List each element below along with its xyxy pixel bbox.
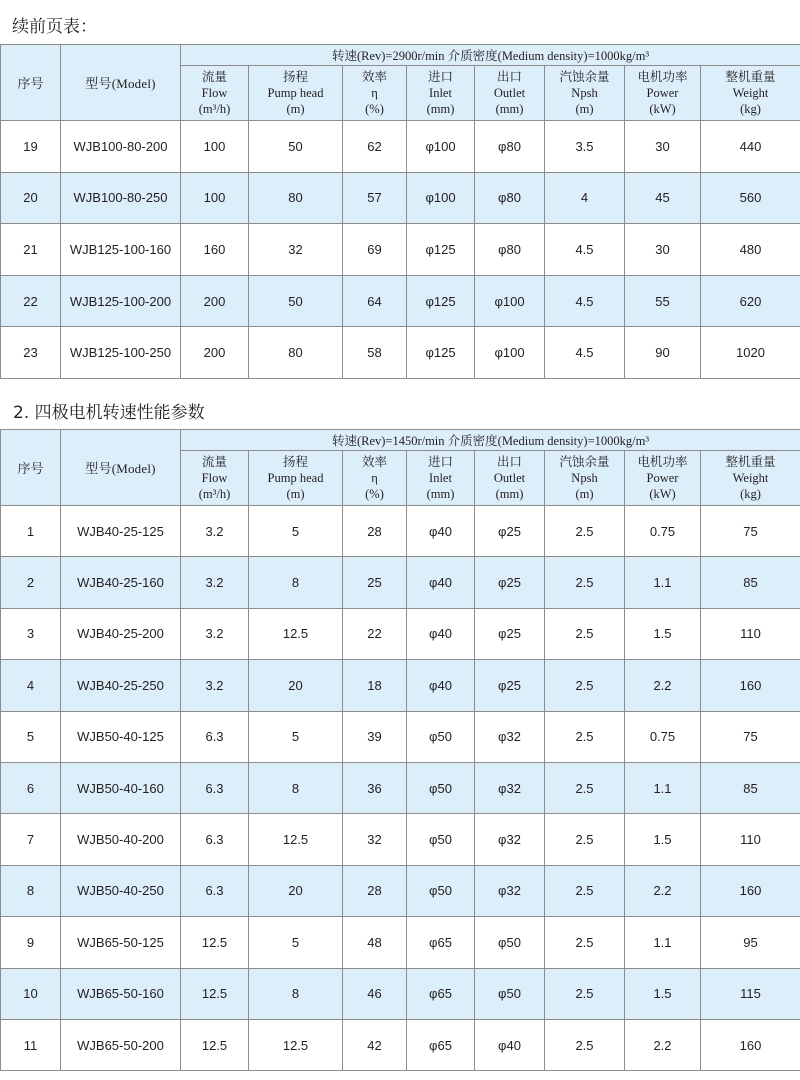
cell-flow: 3.2 — [181, 506, 249, 557]
cell-weight: 110 — [701, 814, 800, 865]
cell-efficiency: 28 — [343, 506, 407, 557]
cell-npsh: 4.5 — [545, 224, 625, 276]
cell-efficiency: 48 — [343, 917, 407, 968]
cell-power: 2.2 — [625, 865, 701, 916]
cell-outlet: φ100 — [475, 327, 545, 379]
cell-flow: 3.2 — [181, 557, 249, 608]
table-row — [1, 814, 800, 865]
cell-npsh: 2.5 — [545, 1019, 625, 1070]
cell-inlet: φ65 — [407, 917, 475, 968]
cell-inlet: φ65 — [407, 968, 475, 1019]
cell-model: WJB65-50-160 — [61, 968, 181, 1019]
col-header-model: 型号(Model) — [61, 430, 181, 506]
col-header-index: 序号 — [1, 45, 61, 121]
cell-model: WJB50-40-200 — [61, 814, 181, 865]
col-header-power: 电机功率 Power (kW) — [625, 451, 701, 506]
cell-outlet: φ25 — [475, 506, 545, 557]
cell-efficiency: 42 — [343, 1019, 407, 1070]
cell-head-value: 8 — [249, 762, 343, 813]
cell-npsh: 4 — [545, 172, 625, 224]
cell-flow: 3.2 — [181, 660, 249, 711]
cell-weight: 110 — [701, 608, 800, 659]
table-row — [1, 660, 800, 711]
col-header-flow: 流量 Flow (m³/h) — [181, 451, 249, 506]
table-row — [1, 968, 800, 1019]
cell-outlet: φ25 — [475, 660, 545, 711]
cell-head-value: 12.5 — [249, 1019, 343, 1070]
cell-head-value: 5 — [249, 506, 343, 557]
cell-head-value: 32 — [249, 224, 343, 276]
cell-head-value: 8 — [249, 968, 343, 1019]
cell-weight: 440 — [701, 121, 800, 173]
cell-inlet: φ65 — [407, 1019, 475, 1070]
cell-efficiency: 57 — [343, 172, 407, 224]
cell-npsh: 3.5 — [545, 121, 625, 173]
cell-npsh: 2.5 — [545, 762, 625, 813]
cell-outlet: φ40 — [475, 1019, 545, 1070]
cell-npsh: 2.5 — [545, 968, 625, 1019]
cell-model: WJB40-25-250 — [61, 660, 181, 711]
cell-model: WJB40-25-125 — [61, 506, 181, 557]
cell-inlet: φ50 — [407, 762, 475, 813]
cell-head-value: 50 — [249, 121, 343, 173]
cell-outlet: φ32 — [475, 865, 545, 916]
table-row — [1, 865, 800, 916]
cell-power: 30 — [625, 224, 701, 276]
cell-power: 1.1 — [625, 557, 701, 608]
cell-power: 30 — [625, 121, 701, 173]
cell-index: 21 — [1, 224, 61, 276]
cell-outlet: φ80 — [475, 121, 545, 173]
cell-weight: 160 — [701, 660, 800, 711]
cell-npsh: 4.5 — [545, 327, 625, 379]
cell-inlet: φ125 — [407, 275, 475, 327]
cell-model: WJB125-100-250 — [61, 327, 181, 379]
cell-head-value: 12.5 — [249, 814, 343, 865]
col-header-outlet: 出口 Outlet (mm) — [475, 451, 545, 506]
cell-index: 20 — [1, 172, 61, 224]
cell-outlet: φ25 — [475, 608, 545, 659]
cell-outlet: φ32 — [475, 814, 545, 865]
cell-model: WJB125-100-200 — [61, 275, 181, 327]
cell-flow: 200 — [181, 275, 249, 327]
cell-efficiency: 32 — [343, 814, 407, 865]
cell-efficiency: 62 — [343, 121, 407, 173]
cell-flow: 3.2 — [181, 608, 249, 659]
cell-efficiency: 46 — [343, 968, 407, 1019]
col-header-npsh: 汽蚀余量 Npsh (m) — [545, 66, 625, 121]
cell-model: WJB100-80-250 — [61, 172, 181, 224]
cell-inlet: φ50 — [407, 865, 475, 916]
cell-index: 23 — [1, 327, 61, 379]
col-header-outlet: 出口 Outlet (mm) — [475, 66, 545, 121]
cell-efficiency: 69 — [343, 224, 407, 276]
table-row — [1, 275, 800, 327]
table-row — [1, 506, 800, 557]
cell-head-value: 20 — [249, 660, 343, 711]
cell-npsh: 2.5 — [545, 660, 625, 711]
cell-model: WJB40-25-200 — [61, 608, 181, 659]
table-row — [1, 327, 800, 379]
cell-flow: 100 — [181, 121, 249, 173]
cell-model: WJB65-50-200 — [61, 1019, 181, 1070]
cell-index: 1 — [1, 506, 61, 557]
cell-outlet: φ50 — [475, 968, 545, 1019]
col-header-efficiency: 效率 η (%) — [343, 66, 407, 121]
cell-inlet: φ100 — [407, 172, 475, 224]
cell-flow: 6.3 — [181, 814, 249, 865]
cell-inlet: φ40 — [407, 557, 475, 608]
cell-weight: 115 — [701, 968, 800, 1019]
cell-head-value: 50 — [249, 275, 343, 327]
cell-power: 1.1 — [625, 762, 701, 813]
cell-flow: 100 — [181, 172, 249, 224]
cell-head-value: 12.5 — [249, 608, 343, 659]
col-header-efficiency: 效率 η (%) — [343, 451, 407, 506]
table-row — [1, 121, 800, 173]
col-header-power: 电机功率 Power (kW) — [625, 66, 701, 121]
cell-inlet: φ40 — [407, 608, 475, 659]
cell-efficiency: 22 — [343, 608, 407, 659]
cell-efficiency: 39 — [343, 711, 407, 762]
cell-weight: 160 — [701, 1019, 800, 1070]
table-row — [1, 762, 800, 813]
col-header-weight: 整机重量 Weight (kg) — [701, 451, 800, 506]
cell-power: 2.2 — [625, 660, 701, 711]
cell-index: 2 — [1, 557, 61, 608]
cell-power: 1.5 — [625, 814, 701, 865]
cell-power: 2.2 — [625, 1019, 701, 1070]
condition-band: 转速(Rev)=1450r/min 介质密度(Medium density)=1000kg/m³ — [181, 430, 800, 451]
cell-weight: 75 — [701, 711, 800, 762]
page-title: 续前页表： — [12, 17, 97, 37]
cell-power: 1.5 — [625, 968, 701, 1019]
cell-npsh: 2.5 — [545, 608, 625, 659]
table-row — [1, 1019, 800, 1070]
cell-index: 22 — [1, 275, 61, 327]
cell-head-value: 20 — [249, 865, 343, 916]
cell-outlet: φ80 — [475, 172, 545, 224]
table-body — [1, 45, 800, 379]
col-header-flow: 流量 Flow (m³/h) — [181, 66, 249, 121]
cell-weight: 75 — [701, 506, 800, 557]
table-row — [1, 224, 800, 276]
cell-model: WJB65-50-125 — [61, 917, 181, 968]
cell-npsh: 2.5 — [545, 865, 625, 916]
cell-inlet: φ50 — [407, 711, 475, 762]
cell-inlet: φ40 — [407, 660, 475, 711]
cell-efficiency: 64 — [343, 275, 407, 327]
cell-weight: 95 — [701, 917, 800, 968]
cell-model: WJB50-40-160 — [61, 762, 181, 813]
col-header-head: 扬程 Pump head (m) — [249, 66, 343, 121]
condition-band: 转速(Rev)=2900r/min 介质密度(Medium density)=1000kg/m³ — [181, 45, 800, 66]
cell-efficiency: 58 — [343, 327, 407, 379]
cell-outlet: φ100 — [475, 275, 545, 327]
cell-index: 3 — [1, 608, 61, 659]
cell-index: 11 — [1, 1019, 61, 1070]
col-header-index: 序号 — [1, 430, 61, 506]
cell-outlet: φ80 — [475, 224, 545, 276]
cell-index: 4 — [1, 660, 61, 711]
cell-model: WJB40-25-160 — [61, 557, 181, 608]
cell-flow: 6.3 — [181, 762, 249, 813]
cell-head-value: 8 — [249, 557, 343, 608]
table-body — [1, 430, 800, 1071]
cell-weight: 480 — [701, 224, 800, 276]
cell-power: 0.75 — [625, 711, 701, 762]
cell-weight: 620 — [701, 275, 800, 327]
cell-npsh: 4.5 — [545, 275, 625, 327]
cell-flow: 6.3 — [181, 865, 249, 916]
col-header-head: 扬程 Pump head (m) — [249, 451, 343, 506]
cell-model: WJB50-40-125 — [61, 711, 181, 762]
cell-inlet: φ50 — [407, 814, 475, 865]
cell-flow: 200 — [181, 327, 249, 379]
cell-efficiency: 25 — [343, 557, 407, 608]
cell-head-value: 80 — [249, 172, 343, 224]
cell-power: 90 — [625, 327, 701, 379]
cell-index: 8 — [1, 865, 61, 916]
cell-head-value: 5 — [249, 917, 343, 968]
cell-model: WJB100-80-200 — [61, 121, 181, 173]
col-header-weight: 整机重量 Weight (kg) — [701, 66, 800, 121]
col-header-model: 型号(Model) — [61, 45, 181, 121]
cell-power: 1.1 — [625, 917, 701, 968]
cell-outlet: φ32 — [475, 711, 545, 762]
col-header-inlet: 进口 Inlet (mm) — [407, 451, 475, 506]
pump-spec-table-2900rpm — [0, 44, 800, 379]
cell-flow: 6.3 — [181, 711, 249, 762]
cell-index: 10 — [1, 968, 61, 1019]
cell-npsh: 2.5 — [545, 917, 625, 968]
section-title: 2. 四极电机转速性能参数 — [13, 403, 205, 423]
cell-index: 6 — [1, 762, 61, 813]
col-header-npsh: 汽蚀余量 Npsh (m) — [545, 451, 625, 506]
cell-weight: 85 — [701, 762, 800, 813]
cell-outlet: φ50 — [475, 917, 545, 968]
cell-npsh: 2.5 — [545, 557, 625, 608]
cell-efficiency: 36 — [343, 762, 407, 813]
cell-head-value: 80 — [249, 327, 343, 379]
cell-index: 7 — [1, 814, 61, 865]
table-row — [1, 711, 800, 762]
cell-flow: 12.5 — [181, 917, 249, 968]
cell-efficiency: 18 — [343, 660, 407, 711]
cell-inlet: φ100 — [407, 121, 475, 173]
table-row — [1, 557, 800, 608]
cell-model: WJB50-40-250 — [61, 865, 181, 916]
cell-index: 9 — [1, 917, 61, 968]
cell-flow: 160 — [181, 224, 249, 276]
cell-power: 1.5 — [625, 608, 701, 659]
cell-npsh: 2.5 — [545, 506, 625, 557]
cell-outlet: φ32 — [475, 762, 545, 813]
pump-spec-table-1450rpm — [0, 429, 800, 1071]
cell-weight: 160 — [701, 865, 800, 916]
cell-power: 0.75 — [625, 506, 701, 557]
cell-power: 45 — [625, 172, 701, 224]
cell-inlet: φ125 — [407, 224, 475, 276]
cell-outlet: φ25 — [475, 557, 545, 608]
col-header-inlet: 进口 Inlet (mm) — [407, 66, 475, 121]
table-row — [1, 917, 800, 968]
cell-inlet: φ125 — [407, 327, 475, 379]
cell-weight: 1020 — [701, 327, 800, 379]
cell-npsh: 2.5 — [545, 711, 625, 762]
cell-flow: 12.5 — [181, 968, 249, 1019]
cell-flow: 12.5 — [181, 1019, 249, 1070]
cell-index: 19 — [1, 121, 61, 173]
cell-npsh: 2.5 — [545, 814, 625, 865]
cell-index: 5 — [1, 711, 61, 762]
cell-power: 55 — [625, 275, 701, 327]
cell-head-value: 5 — [249, 711, 343, 762]
cell-model: WJB125-100-160 — [61, 224, 181, 276]
cell-efficiency: 28 — [343, 865, 407, 916]
table-row — [1, 608, 800, 659]
cell-weight: 560 — [701, 172, 800, 224]
table-row — [1, 172, 800, 224]
cell-weight: 85 — [701, 557, 800, 608]
cell-inlet: φ40 — [407, 506, 475, 557]
